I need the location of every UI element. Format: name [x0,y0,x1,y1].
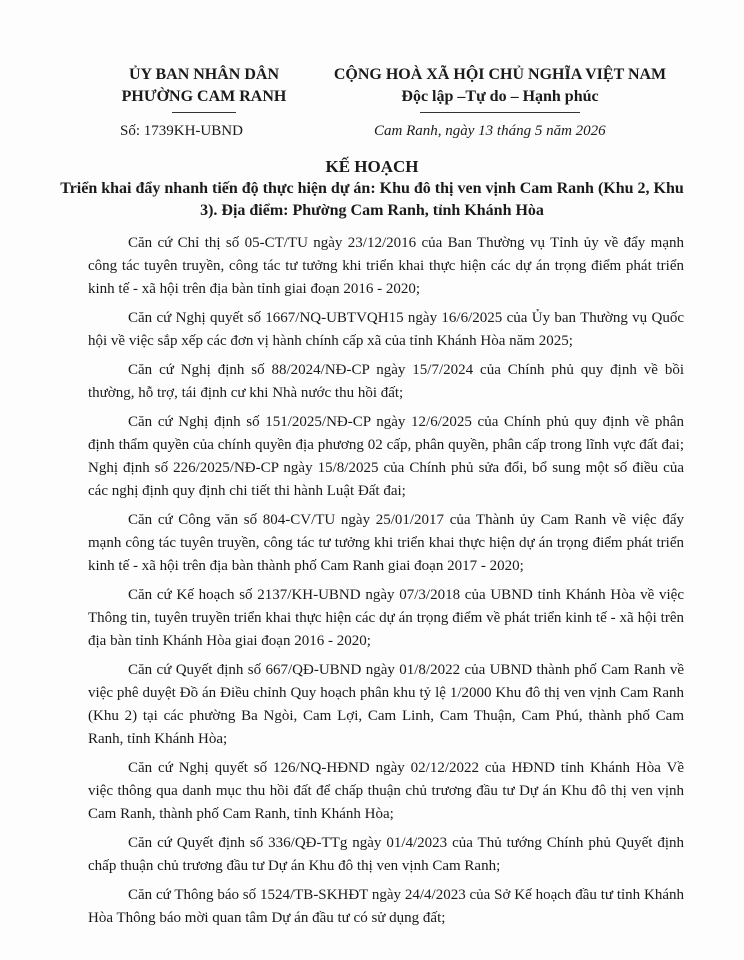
country-name: CỘNG HOÀ XÃ HỘI CHỦ NGHĨA VIỆT NAM [333,66,667,83]
legal-basis-paragraph: Căn cứ Quyết định số 667/QĐ-UBND ngày 01/8/2022 của UBND thành phố Cam Ranh về việc phê duyệt Đồ án Điều chỉnh Quy hoạch phân khu tỷ lệ 1/2000 Khu đô thị ven vịnh Cam Ranh (Khu 2) tại các phường Ba Ngòi, Cam Lợi, Cam Linh, Cam Thuận, Cam Phú, thành phố Cam Ranh, tỉnh Khánh Hòa; [88,662,684,747]
document-body [88,232,684,936]
legal-basis-paragraph: Căn cứ Quyết định số 336/QĐ-TTg ngày 01/4/2023 của Thủ tướng Chính phủ Quyết định chấp thuận chủ trương đầu tư Dự án Khu đô thị ven vịnh Cam Ranh; [88,835,684,874]
issuing-authority [104,64,304,108]
legal-basis-paragraph: Căn cứ Công văn số 804-CV/TU ngày 25/01/2017 của Thành ủy Cam Ranh về việc đẩy mạnh công tác tuyên truyền, công tác tư tưởng khi triển khai thực hiện dự án trọng điểm phát triển kinh tế - xã hội trên địa bàn thành phố Cam Ranh giai đoạn 2017 - 2020; [88,512,684,574]
national-motto: Độc lập –Tự do – Hạnh phúc [401,88,599,105]
national-heading [320,64,680,108]
legal-basis-paragraph: Căn cứ Chỉ thị số 05-CT/TU ngày 23/12/2016 của Ban Thường vụ Tỉnh ủy về đẩy mạnh công tác tuyên truyền, công tác tư tưởng khi triển khai thực hiện các dự án trọng điểm phát triển kinh tế - xã hội trên địa bàn tỉnh giai đoạn 2016 - 2020; [88,235,684,297]
legal-basis-paragraph: Căn cứ Thông báo số 1524/TB-SKHĐT ngày 24/4/2023 của Sở Kế hoạch đầu tư tỉnh Khánh Hòa Thông báo mời quan tâm Dự án đầu tư có sử dụng đất; [88,887,684,926]
legal-basis-paragraph: Căn cứ Nghị quyết số 1667/NQ-UBTVQH15 ngày 16/6/2025 của Ủy ban Thường vụ Quốc hội về việc sắp xếp các đơn vị hành chính cấp xã của tỉnh Khánh Hòa năm 2025; [88,310,684,349]
authority-line-1: ỦY BAN NHÂN DÂN [128,66,280,83]
authority-underline [172,112,236,113]
legal-basis-paragraph: Căn cứ Nghị quyết số 126/NQ-HĐND ngày 02/12/2022 của HĐND tỉnh Khánh Hòa Về việc thông qua danh mục thu hồi đất để chấp thuận chủ trương đầu tư Dự án Khu đô thị ven vịnh Cam Ranh, thành phố Cam Ranh, tỉnh Khánh Hòa; [88,760,684,822]
legal-basis-paragraph: Căn cứ Nghị định số 151/2025/NĐ-CP ngày 12/6/2025 của Chính phủ quy định về phân định thẩm quyền của chính quyền địa phương 02 cấp, phân quyền, phân cấp trong lĩnh vực đất đai; Nghị định số 226/2025/NĐ-CP ngày 15/8/2025 của Chính phủ sửa đổi, bổ sung một số điều của các nghị định quy định chi tiết thi hành Luật Đất đai; [88,414,684,499]
document-number: Số: 1739KH-UBND [120,123,243,139]
motto-underline [420,112,580,113]
legal-basis-paragraph: Căn cứ Kế hoạch số 2137/KH-UBND ngày 07/3/2018 của UBND tỉnh Khánh Hòa về việc Thông tin, tuyên truyền triển khai thực hiện các dự án trọng điểm về phát triển kinh tế - xã hội trên địa bàn tỉnh Khánh Hòa giai đoạn 2016 - 2020; [88,587,684,649]
document-title: KẾ HOẠCH [325,157,419,176]
document-header [0,64,744,124]
authority-line-2: PHƯỜNG CAM RANH [121,88,287,105]
document-subtitle: Triển khai đẩy nhanh tiến độ thực hiện dự án: Khu đô thị ven vịnh Cam Ranh (Khu 2, Khu 3). Địa điểm: Phường Cam Ranh, tỉnh Khánh Hòa [60,180,684,219]
place-and-date: Cam Ranh, ngày 13 tháng 5 năm 2026 [374,123,606,139]
legal-basis-paragraph: Căn cứ Nghị định số 88/2024/NĐ-CP ngày 15/7/2024 của Chính phủ quy định về bồi thường, hỗ trợ, tái định cư khi Nhà nước thu hồi đất; [88,362,684,401]
